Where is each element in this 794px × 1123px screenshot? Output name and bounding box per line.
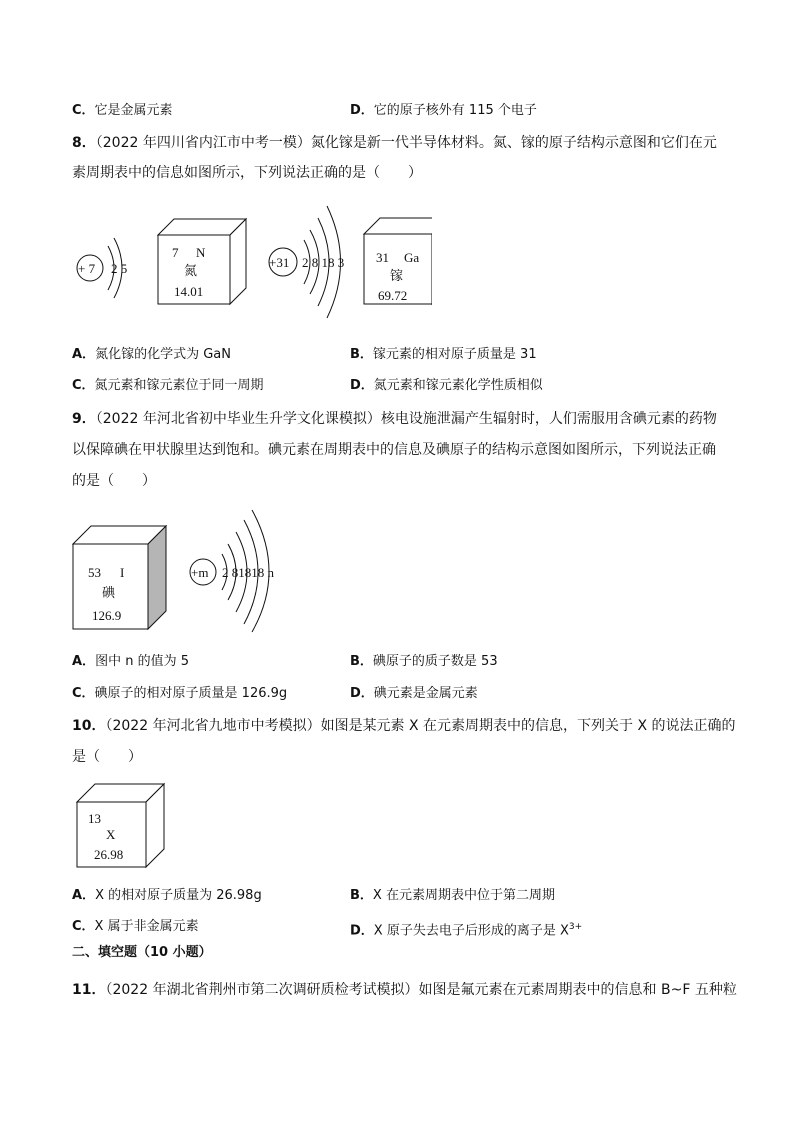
q9-stem-line2: 以保障碘在甲状腺里达到饱和。碘元素在周期表中的信息及碘原子的结构示意图如图所示，下列说法正确	[72, 442, 716, 458]
x-mass: 26.98	[94, 847, 124, 862]
nitrogen-atom-diagram	[77, 238, 127, 298]
q10-stem-line2: 是（ ）	[72, 749, 142, 765]
q8-option-a: A．氮化镓的化学式为 GaN	[72, 347, 231, 362]
q10-figure	[76, 782, 176, 872]
q9-option-a: A．图中 n 的值为 5	[72, 654, 189, 669]
nitrogen-mass: 14.01	[174, 284, 204, 299]
gallium-mass: 69.72	[378, 288, 408, 303]
q8-stem-line1: 8．（2022 年四川省内江市中考一模）氮化镓是新一代半导体材料。氮、镓的原子结构示意图和它们在元	[72, 135, 717, 151]
ion-charge-superscript: 3+	[568, 922, 583, 932]
gallium-number: 31	[376, 250, 389, 265]
gallium-name: 镓	[390, 268, 404, 283]
q8-stem-line2: 素周期表中的信息如图所示，下列说法正确的是（ ）	[72, 165, 422, 181]
iodine-name: 碘	[102, 585, 116, 600]
gallium-atom-diagram	[269, 206, 344, 318]
q9-stem-line3: 的是（ ）	[72, 473, 156, 489]
iodine-shells: 2 81818 n	[222, 565, 274, 580]
q8-option-c: C．氮元素和镓元素位于同一周期	[72, 378, 264, 393]
q9-figure	[72, 508, 312, 633]
gallium-shells: 2 8 18 3	[302, 255, 345, 270]
iodine-atom-diagram	[190, 510, 275, 632]
q11-stem-line1: 11．（2022 年湖北省荆州市第二次调研质检考试模拟）如图是氟元素在元素周期表中的信息和 B~F 五种粒	[72, 982, 737, 998]
q10-option-b: B．X 在元素周期表中位于第二周期	[350, 888, 555, 903]
iodine-symbol: I	[120, 565, 125, 580]
nitrogen-nucleus: + 7	[78, 261, 96, 276]
q9-stem-line1: 9．（2022 年河北省初中毕业生升学文化课模拟）核电设施泄漏产生辐射时，人们需服用含碘元素的药物	[72, 411, 717, 427]
q8-ga-card-text	[364, 200, 434, 310]
gallium-symbol: Ga	[404, 250, 420, 265]
gallium-nucleus: +31	[269, 255, 290, 270]
q9-option-d: D．碘元素是金属元素	[350, 686, 478, 701]
nitrogen-name: 氮	[184, 263, 198, 278]
q7-option-c: C．它是金属元素	[72, 103, 173, 118]
x-number: 13	[88, 811, 101, 826]
nitrogen-element-card	[158, 219, 246, 304]
iodine-mass: 126.9	[92, 608, 122, 623]
nitrogen-shells: 2 5	[111, 261, 128, 276]
iodine-element-card	[73, 526, 166, 629]
section-heading-fill-in: 二、填空题（10 小题）	[72, 945, 212, 960]
nitrogen-symbol: N	[196, 245, 206, 260]
x-element-card	[77, 784, 164, 867]
q10-option-c: C．X 属于非金属元素	[72, 919, 199, 934]
iodine-number: 53	[88, 565, 101, 580]
q8-option-d: D．氮元素和镓元素化学性质相似	[350, 378, 543, 393]
q10-option-a: A．X 的相对原子质量为 26.98g	[72, 888, 262, 903]
iodine-nucleus: +m	[191, 565, 209, 580]
q9-option-c: C．碘原子的相对原子质量是 126.9g	[72, 686, 288, 701]
x-symbol: X	[106, 827, 116, 842]
q7-option-d: D．它的原子核外有 115 个电子	[350, 103, 537, 118]
q10-option-d: D．X 原子失去电子后形成的离子是 $X^{3+}$	[350, 922, 583, 939]
q8-option-b: B．镓元素的相对原子质量是 31	[350, 347, 537, 362]
q9-option-b: B．碘原子的质子数是 53	[350, 654, 498, 669]
q10-stem-line1: 10．（2022 年河北省九地市中考模拟）如图是某元素 X 在元素周期表中的信息，下列关于 X 的说法正确的	[72, 718, 736, 734]
nitrogen-number: 7	[172, 245, 179, 260]
